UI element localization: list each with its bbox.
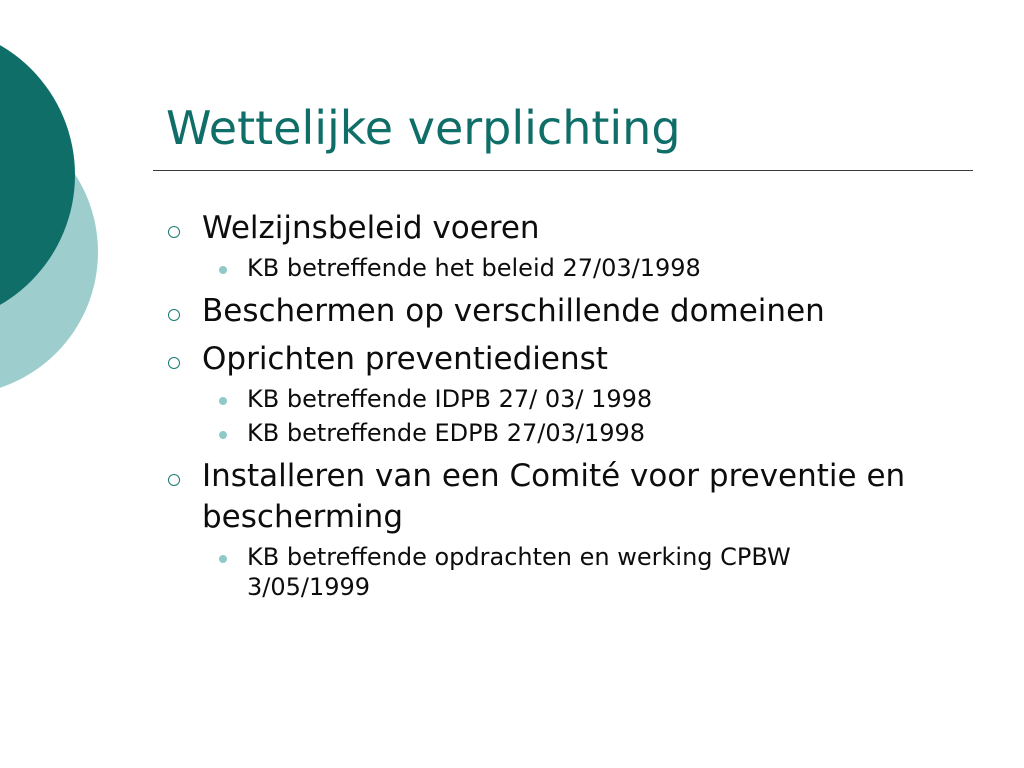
hollow-circle-bullet-icon bbox=[168, 226, 180, 238]
hollow-circle-bullet-icon bbox=[168, 357, 180, 369]
sub-bullet-text: KB betreffende IDPB 27/ 03/ 1998 bbox=[247, 385, 653, 413]
hollow-circle-bullet-icon bbox=[168, 474, 180, 486]
bullet-text: Oprichten preventiedienst bbox=[202, 341, 608, 377]
sub-bullet-text: KB betreffende opdrachten en werking CPBW 3/05/1999 bbox=[247, 543, 791, 601]
sub-bullet-text: KB betreffende EDPB 27/03/1998 bbox=[247, 419, 646, 447]
bullet-list bbox=[160, 208, 960, 610]
decorative-circles-graphic bbox=[0, 0, 120, 420]
bullet-text: Welzijnsbeleid voeren bbox=[202, 210, 540, 246]
decorative-circles bbox=[0, 0, 120, 420]
bullet-item bbox=[160, 291, 960, 332]
slide-title: Wettelijke verplichting bbox=[166, 101, 681, 155]
dot-bullet-icon bbox=[219, 555, 227, 563]
sub-bullet-item bbox=[160, 418, 907, 448]
bullet-item bbox=[160, 208, 960, 249]
sub-bullet-item bbox=[160, 542, 907, 602]
dot-bullet-icon bbox=[219, 397, 227, 405]
bullet-item bbox=[160, 339, 960, 380]
hollow-circle-bullet-icon bbox=[168, 309, 180, 321]
dot-bullet-icon bbox=[219, 431, 227, 439]
dot-bullet-icon bbox=[219, 266, 227, 274]
bullet-text: Installeren van een Comité voor preventie en bescherming bbox=[202, 458, 906, 535]
sub-bullet-item bbox=[160, 384, 907, 414]
sub-bullet-item bbox=[160, 253, 907, 283]
title-divider bbox=[153, 170, 973, 171]
bullet-item bbox=[160, 456, 960, 538]
sub-bullet-text: KB betreffende het beleid 27/03/1998 bbox=[247, 254, 701, 282]
bullet-text: Beschermen op verschillende domeinen bbox=[202, 293, 825, 329]
